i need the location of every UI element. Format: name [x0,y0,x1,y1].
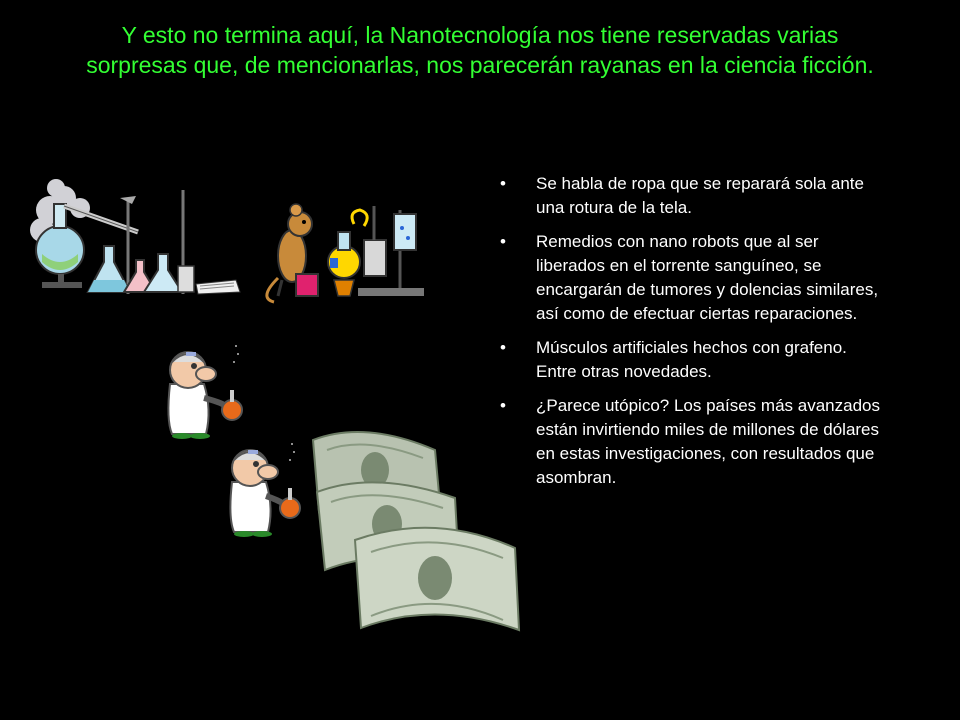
scientist-with-flask-illustration [150,340,250,440]
slide-title [0,20,960,80]
bullet-item: • Remedios con nano robots que al ser liberados en el torrente sanguíneo, se encargarán de tumores y dolencias similares, así como de efectuar ciertas reparaciones. [500,230,880,326]
title-line-2: sorpresas que, de mencionarlas, nos parecerán rayanas en la ciencia ficción. [86,52,874,78]
bullet-list [500,172,880,500]
title-line-1: Y esto no termina aquí, la Nanotecnología nos tiene reservadas varias [121,22,839,48]
scientist-with-flask-illustration [212,438,312,538]
bullet-item: • ¿Parece utópico? Los países más avanzados están invirtiendo miles de millones de dólares en estas investigaciones, con resultados que asombran. [500,394,880,490]
dollar-bills-illustration [305,420,525,635]
lab-equipment-illustration [28,170,428,310]
bullet-item: • Músculos artificiales hechos con grafeno. Entre otras novedades. [500,336,880,384]
bullet-item: • Se habla de ropa que se reparará sola ante una rotura de la tela. [500,172,880,220]
